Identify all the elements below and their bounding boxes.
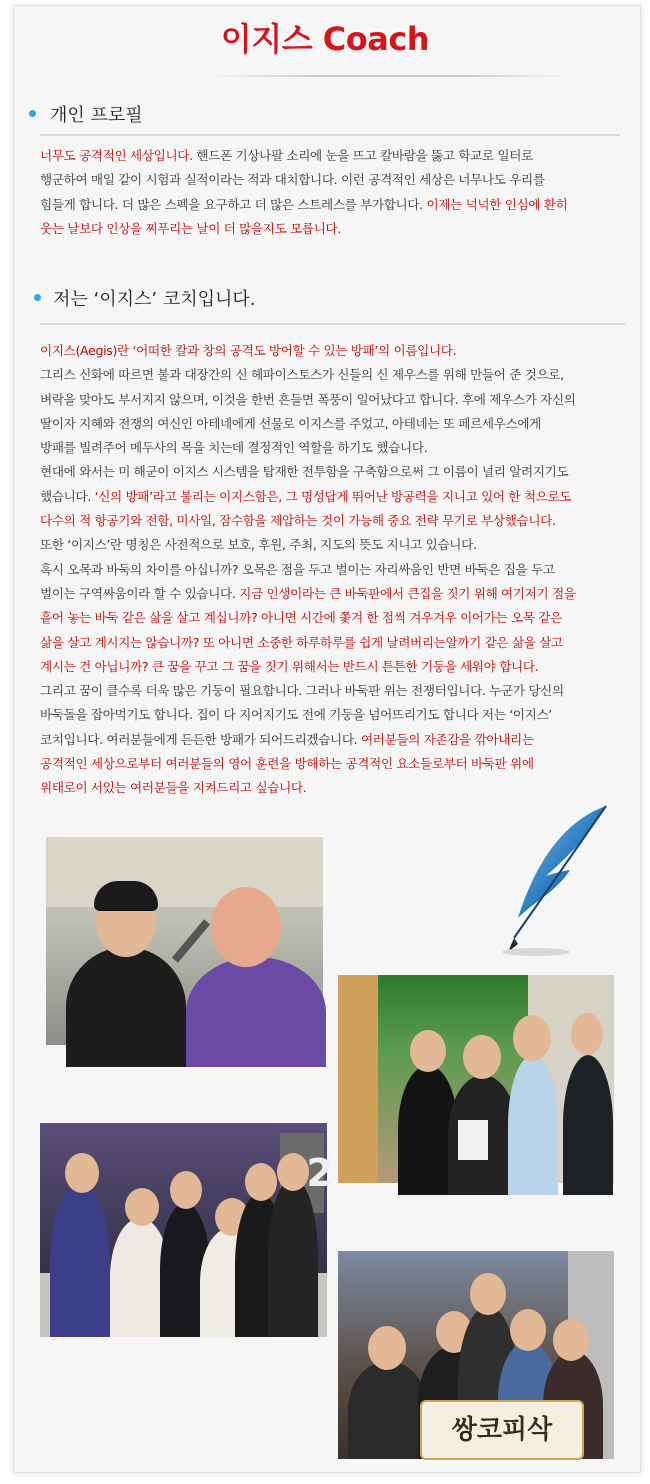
profile-paragraph <box>40 144 620 241</box>
highlight-text: 이지스(Aegis)란 ‘어떠한 칼과 창의 공격도 방어할 수 있는 방패’의 이름입니다. <box>40 343 457 358</box>
section-divider <box>40 134 620 136</box>
cheer-sign: 쌍코피삭 <box>420 1400 584 1460</box>
body-text: 또한 ‘이지스’란 명칭은 사전적으로 보호, 후원, 주최, 지도의 뜻도 지니고 있습니다. 혹시 오목과 바둑의 차이를 아십니까? 오목은 점을 두고 벌이는 자리싸움인 반면 바둑은 집을 두고 벌이는 구역싸움이라 할 수 있습니다. <box>40 537 555 601</box>
feather-quill-icon <box>496 800 616 960</box>
highlight-text: 너무도 공격적인 세상입니다. <box>40 148 193 163</box>
body-text: 그리스 신화에 따르면 불과 대장간의 신 헤파이스토스가 신들의 신 제우스를 위해 만들어 준 것으로, 벼락을 맞아도 부서지지 않으며, 이것을 한번 흔들면 폭풍이 일어났다고 합니다. 후에 제우스가 자신의 딸이자 지혜와 전쟁의 여신인 아테네에게 선물로 이지스를 주었고, 아테네는 또 페르세우스에게 방패를 빌려주어 메두사의 목을 치는데 결정적인 역할을 하기도 했습니다. 현대에 와서는 미 해군이 이지스 시스템을 탑재한 전투함을 구축함으로써 그 이름이 널리 알려지기도 했습니다. <box>40 367 576 504</box>
body-text: 그리고 꿈이 클수록 더욱 많은 기둥이 필요합니다. 그러나 바둑판 위는 전쟁터입니다. 누군가 당신의 바둑돌을 잡아먹기도 합니다. 집이 다 지어지기도 전에 기둥을 넘어뜨리기도 합니다 저는 ‘이지스’ 코치입니다. 여러분들에게 든든한 방패가 되어드리겠습니다. <box>40 683 564 747</box>
coach-heading: 저는 ‘이지스’ 코치입니다. <box>53 289 256 310</box>
bullet-icon <box>29 110 36 117</box>
title-divider <box>210 75 570 77</box>
highlight-text: 여러분들의 자존감을 깎아내리는 공격적인 세상으로부터 여러분들의 영어 훈련을 방해하는 공격적인 요소들로부터 바둑판 위에 위태로이 서있는 여러분들을 지켜드리고 싶습니다. <box>40 731 534 796</box>
body-text: 핸드폰 기상나팔 소리에 눈을 뜨고 칼바람을 뚫고 학교로 일터로 행군하여 매일 같이 시험과 실적이라는 적과 대치합니다. 이런 공격적인 세상은 너무나도 우리를 힘들게 합니다. 더 많은 스펙을 요구하고 더 많은 스트레스를 부가합니다. <box>40 148 545 212</box>
highlight-text: 이제는 넉넉한 인심에 환히 웃는 날보다 인상을 찌푸리는 날이 더 많을지도 모릅니다. <box>40 196 568 236</box>
profile-heading: 개인 프로필 <box>50 105 143 126</box>
coach-photo-2 <box>338 975 614 1183</box>
coach-photo-1 <box>46 837 323 1045</box>
bullet-icon <box>34 294 41 301</box>
coach-photo-3 <box>40 1123 327 1337</box>
highlight-text: ‘신의 방패’라고 불리는 이지스함은, 그 명성답게 뛰어난 방공력을 지니고 있어 한 척으로도 다수의 적 항공기와 전함, 미사일, 잠수함을 제압하는 것이 가능해 중요 전략 무기로 부상했습니다. <box>40 488 572 529</box>
section-divider <box>40 323 625 325</box>
coach-paragraph <box>40 339 625 801</box>
page-title: 이지스 Coach <box>220 20 430 58</box>
highlight-text: 지금 인생이라는 큰 바둑판에서 큰집을 짓기 위해 여기저기 점을 흩어 놓는 바둑 같은 삶을 살고 계십니까? 아니면 시간에 쫓겨 한 점씩 겨우겨우 이어가는 오목 같은 삶을 살고 계시지는 않습니까? 또 아니면 소중한 하루하루를 쉽게 날려버리는알까기 같은 삶을 살고 계시는 건 아닙니까? 큰 꿈을 꾸고 그 꿈을 짓기 위해서는 반드시 튼튼한 기둥을 세워야 합니다. <box>40 585 576 674</box>
